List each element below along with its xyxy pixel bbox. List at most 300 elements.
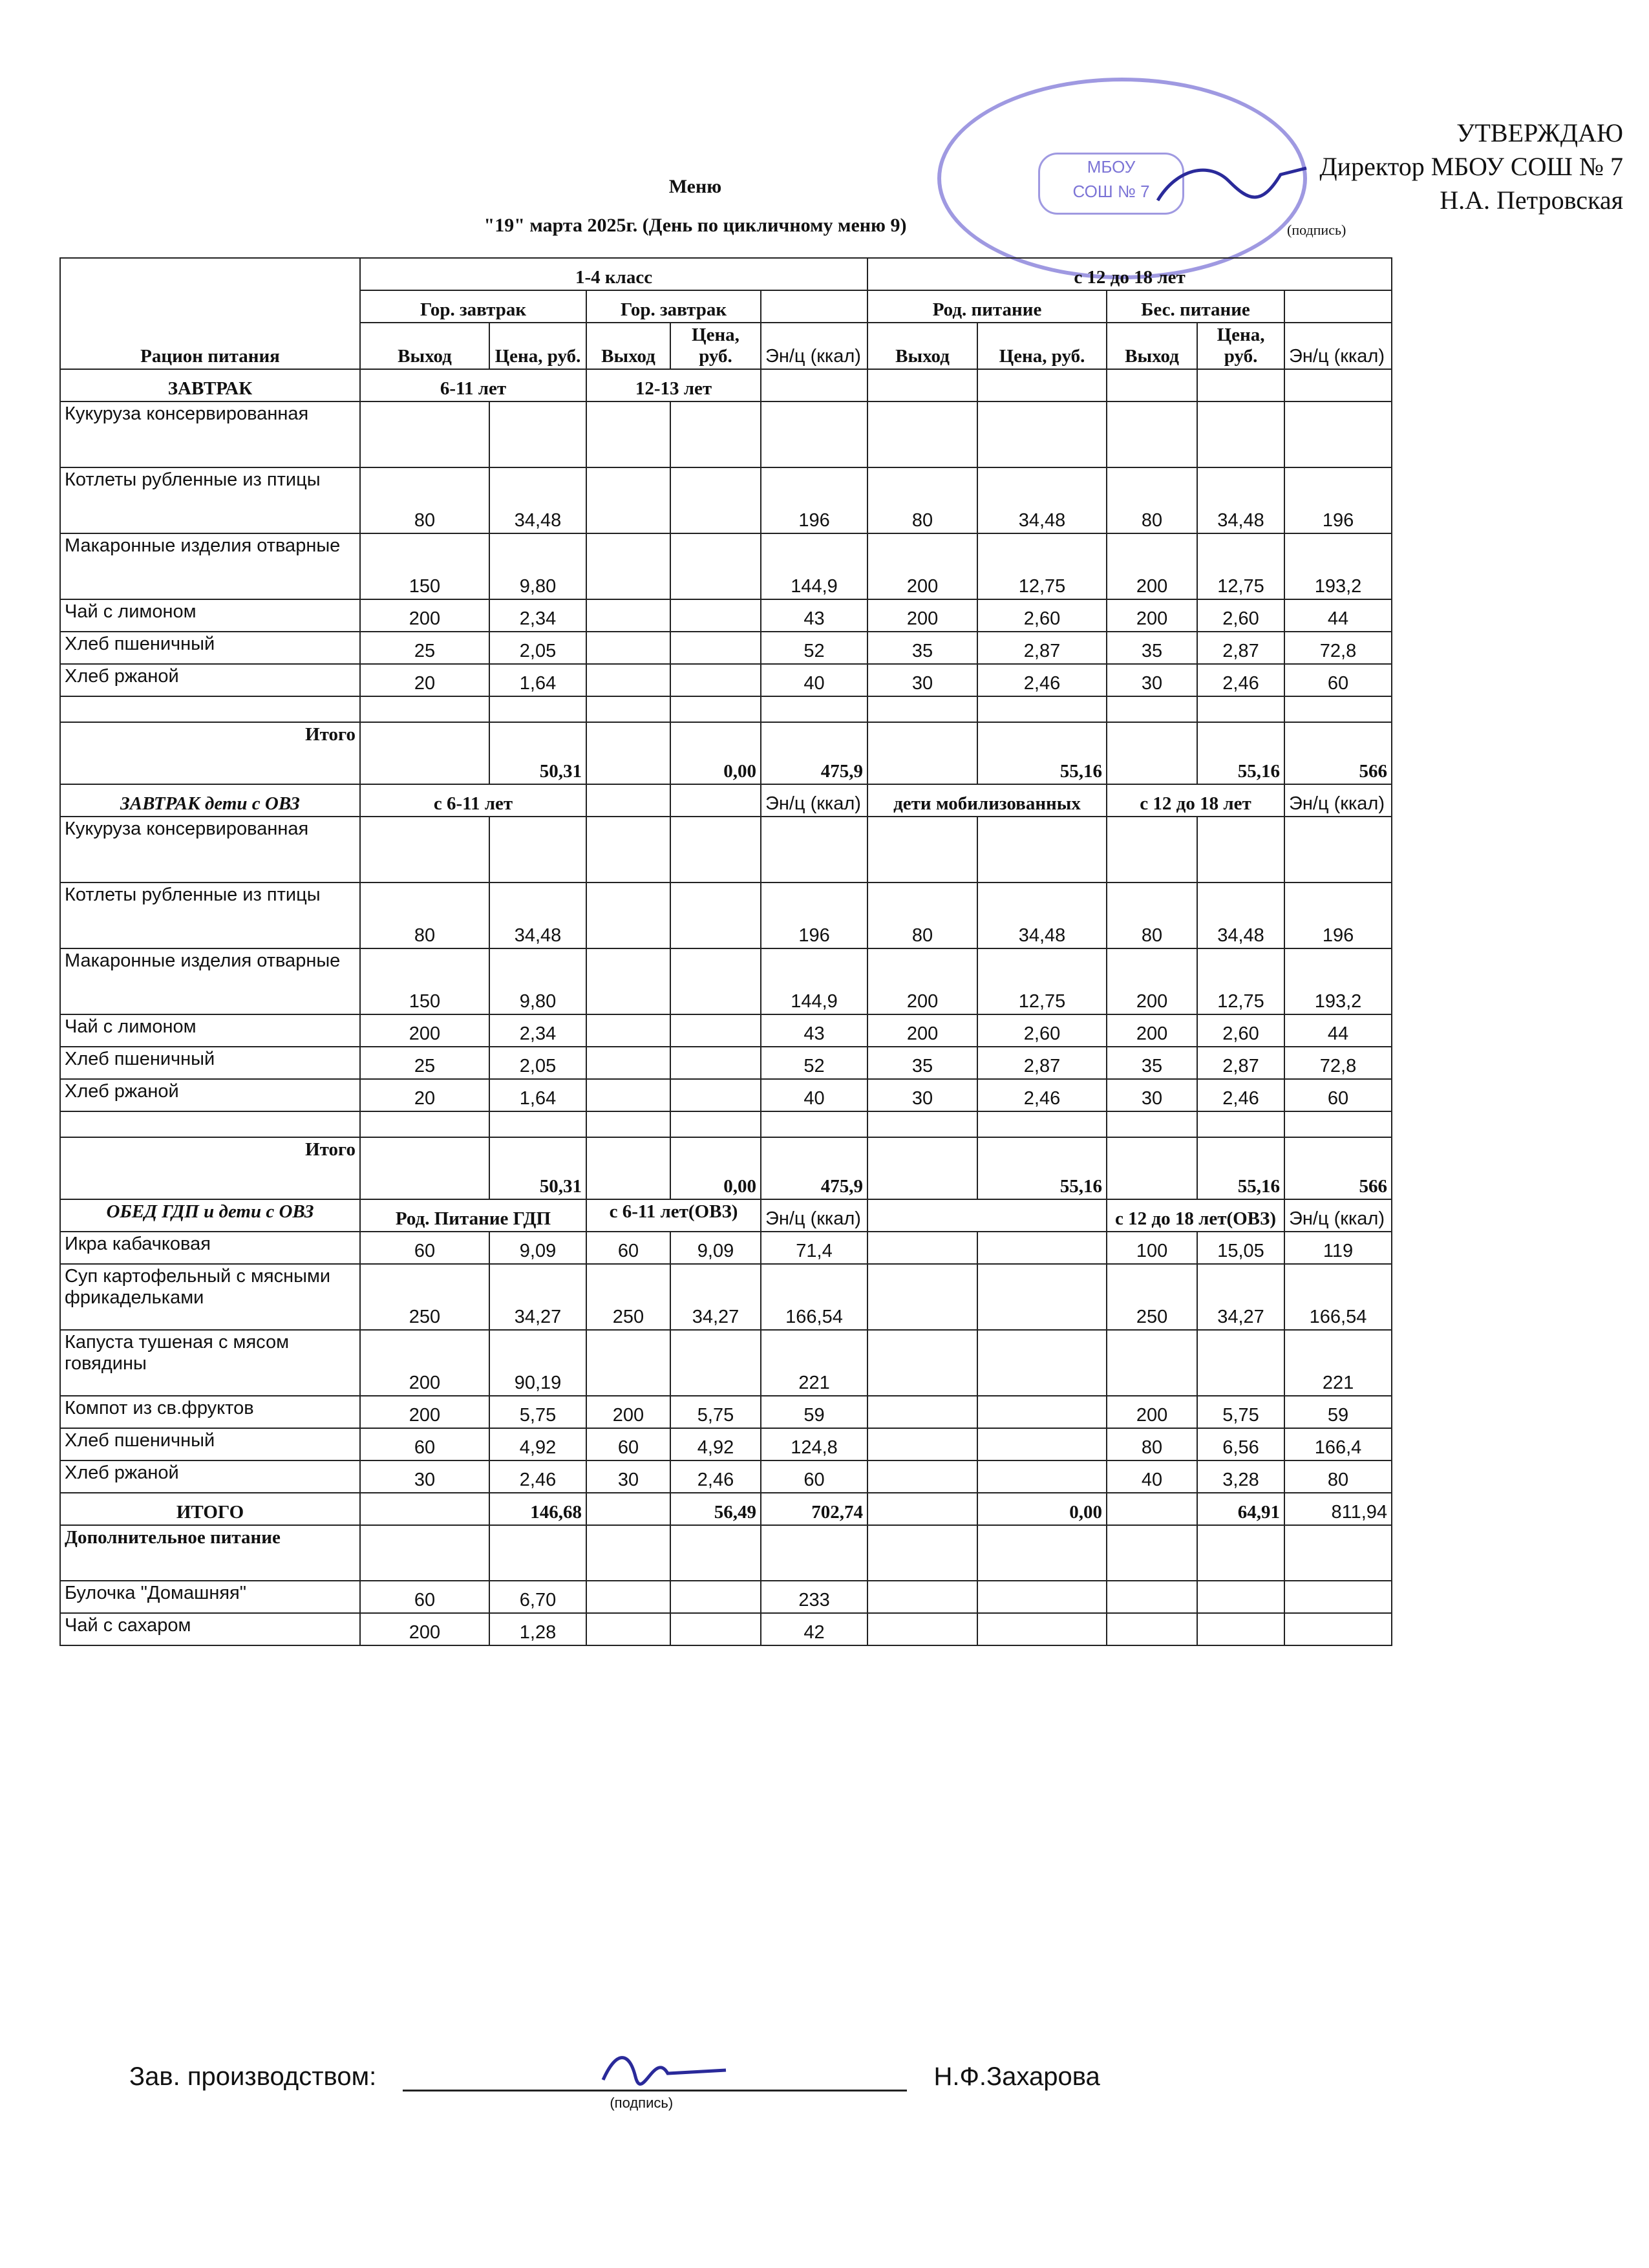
dish-name: Икра кабачковая: [60, 1232, 360, 1264]
dish-value: [586, 1047, 670, 1079]
menu-row: [60, 632, 1392, 664]
dish-value: [586, 883, 670, 948]
menu-row: [60, 1330, 1392, 1396]
age-label: с 12 до 18 лет(ОВЗ): [1107, 1199, 1284, 1232]
dish-value: [670, 533, 761, 599]
dish-name: Кукуруза консервированная: [60, 401, 360, 467]
dish-value: [586, 533, 670, 599]
total-value: 50,31: [489, 1137, 586, 1199]
breakfast-ovz-rows: [60, 817, 1392, 1137]
menu-row: [60, 1428, 1392, 1460]
total-value: 146,68: [489, 1493, 586, 1525]
class-1-4-header: 1-4 класс: [360, 258, 867, 290]
dish-value: [867, 1460, 977, 1493]
dish-value: 2,87: [1197, 632, 1284, 664]
dish-value: 4,92: [670, 1428, 761, 1460]
dish-value: [586, 664, 670, 696]
dish-name: Хлеб ржаной: [60, 1079, 360, 1111]
energy-header: Эн/ц (ккал): [761, 323, 867, 369]
dish-value: [977, 1613, 1107, 1645]
total-value: 0,00: [977, 1493, 1107, 1525]
dish-value: [1197, 1330, 1284, 1396]
dish-value: [867, 1232, 977, 1264]
dish-value: 2,87: [977, 632, 1107, 664]
age-label: 6-11 лет: [360, 369, 586, 401]
dish-value: 2,05: [489, 632, 586, 664]
dish-value: [670, 948, 761, 1014]
dish-value: 196: [1284, 883, 1392, 948]
total-value: 475,9: [761, 1137, 867, 1199]
dish-value: 60: [586, 1232, 670, 1264]
dish-value: [1197, 817, 1284, 883]
production-signature: [597, 2044, 739, 2090]
dish-value: 196: [761, 467, 867, 533]
menu-row: [60, 1581, 1392, 1613]
dish-value: 30: [867, 664, 977, 696]
dish-value: [977, 817, 1107, 883]
dish-value: 59: [1284, 1396, 1392, 1428]
dish-value: [670, 1613, 761, 1645]
output-header: Выход: [360, 323, 489, 369]
dish-value: 34,48: [977, 883, 1107, 948]
dish-value: 200: [360, 1014, 489, 1047]
output-header: Выход: [1107, 323, 1197, 369]
dish-value: 2,46: [1197, 664, 1284, 696]
dish-value: 1,28: [489, 1613, 586, 1645]
total-label: Итого: [60, 722, 360, 784]
dish-value: 40: [761, 1079, 867, 1111]
dish-value: 2,05: [489, 1047, 586, 1079]
dish-value: 34,27: [670, 1264, 761, 1330]
output-header: Выход: [586, 323, 670, 369]
dish-name: Котлеты рубленные из птицы: [60, 467, 360, 533]
dish-value: [586, 632, 670, 664]
dish-value: [586, 1581, 670, 1613]
dish-value: 9,80: [489, 533, 586, 599]
menu-row: [60, 817, 1392, 883]
dish-name: Макаронные изделия отварные: [60, 533, 360, 599]
dish-value: 9,80: [489, 948, 586, 1014]
age-12-18-header: с 12 до 18 лет: [867, 258, 1392, 290]
dish-value: 60: [360, 1581, 489, 1613]
dish-value: 90,19: [489, 1330, 586, 1396]
energy-header: Эн/ц (ккал): [761, 784, 867, 817]
dish-value: [977, 1264, 1107, 1330]
price-header: Цена, руб.: [977, 323, 1107, 369]
dish-value: 12,75: [1197, 948, 1284, 1014]
dish-value: 200: [1107, 948, 1197, 1014]
dish-value: 2,60: [1197, 599, 1284, 632]
dish-value: 144,9: [761, 948, 867, 1014]
dish-value: 2,87: [1197, 1047, 1284, 1079]
dish-name: Суп картофельный с мясными фрикадельками: [60, 1264, 360, 1330]
dish-value: 34,27: [1197, 1264, 1284, 1330]
dish-value: 6,70: [489, 1581, 586, 1613]
dish-value: [977, 1396, 1107, 1428]
dish-value: 34,48: [489, 883, 586, 948]
dish-value: [586, 1613, 670, 1645]
dish-value: [1107, 1613, 1197, 1645]
dish-value: [586, 817, 670, 883]
dish-value: [586, 401, 670, 467]
dish-value: [489, 817, 586, 883]
director-signature-caption: (подпись): [1287, 222, 1346, 238]
total-value: 0,00: [670, 1137, 761, 1199]
dish-value: [489, 401, 586, 467]
dish-value: [1284, 401, 1392, 467]
age-label: с 6-11 лет: [360, 784, 586, 817]
dish-value: 166,4: [1284, 1428, 1392, 1460]
total-value: 50,31: [489, 722, 586, 784]
dish-value: 72,8: [1284, 632, 1392, 664]
dish-value: 2,60: [977, 599, 1107, 632]
dish-name: Хлеб пшеничный: [60, 1047, 360, 1079]
age-label: с 6-11 лет(ОВЗ): [586, 1199, 761, 1232]
dish-value: 44: [1284, 599, 1392, 632]
dish-value: 200: [1107, 533, 1197, 599]
dish-value: 2,34: [489, 599, 586, 632]
dish-value: 60: [586, 1428, 670, 1460]
dish-value: [360, 817, 489, 883]
dish-value: [1197, 401, 1284, 467]
dish-value: 200: [1107, 1014, 1197, 1047]
breakfast-rows: [60, 401, 1392, 722]
dish-value: [670, 632, 761, 664]
section-title: ОБЕД ГДП и дети с ОВЗ: [60, 1199, 360, 1232]
dish-name: Хлеб пшеничный: [60, 1428, 360, 1460]
menu-row: [60, 1396, 1392, 1428]
energy-header: Эн/ц (ккал): [1284, 323, 1392, 369]
spacer-row: [60, 696, 1392, 722]
dish-value: 2,46: [1197, 1079, 1284, 1111]
dish-value: 34,48: [1197, 467, 1284, 533]
signature-caption: (подпись): [610, 2095, 674, 2111]
extra-section: [60, 1525, 1392, 1581]
dish-value: 2,87: [977, 1047, 1107, 1079]
menu-row: [60, 1613, 1392, 1645]
dish-value: [977, 1581, 1107, 1613]
footer: [129, 2062, 1100, 2111]
spacer-row: [60, 1111, 1392, 1137]
dish-value: 221: [1284, 1330, 1392, 1396]
dish-value: 25: [360, 632, 489, 664]
dish-value: 40: [761, 664, 867, 696]
director-name: Н.А. Петровская: [1440, 186, 1623, 215]
dish-value: 25: [360, 1047, 489, 1079]
dish-value: 80: [1107, 883, 1197, 948]
dish-value: [586, 1079, 670, 1111]
menu-row: [60, 883, 1392, 948]
dish-value: 196: [1284, 467, 1392, 533]
dish-value: [867, 1428, 977, 1460]
dish-value: [977, 1428, 1107, 1460]
breakfast-ovz-section: [60, 784, 1392, 817]
dish-name: Макаронные изделия отварные: [60, 948, 360, 1014]
dish-value: 250: [586, 1264, 670, 1330]
dish-name: Хлеб ржаной: [60, 664, 360, 696]
dish-name: Хлеб пшеничный: [60, 632, 360, 664]
dish-value: [867, 1396, 977, 1428]
dish-value: 35: [1107, 632, 1197, 664]
dish-value: 233: [761, 1581, 867, 1613]
dish-value: 43: [761, 599, 867, 632]
dish-value: 80: [1284, 1460, 1392, 1493]
menu-row: [60, 467, 1392, 533]
dish-value: [867, 1613, 977, 1645]
paid-meal-header: Род. питание: [867, 290, 1107, 323]
output-header: Выход: [867, 323, 977, 369]
dish-value: [867, 1264, 977, 1330]
dish-value: [977, 401, 1107, 467]
dish-value: 60: [761, 1460, 867, 1493]
dish-value: 35: [867, 1047, 977, 1079]
dish-value: [761, 817, 867, 883]
hot-breakfast-header-2: Гор. завтрак: [586, 290, 761, 323]
menu-header: [60, 258, 1392, 369]
dish-value: 200: [867, 948, 977, 1014]
dish-value: 52: [761, 632, 867, 664]
dish-value: [867, 1330, 977, 1396]
dish-value: 100: [1107, 1232, 1197, 1264]
dish-value: [1107, 1330, 1197, 1396]
dish-value: [670, 1581, 761, 1613]
menu-row: [60, 1460, 1392, 1493]
breakfast-ovz-total: [60, 1137, 1392, 1199]
dish-name: Компот из св.фруктов: [60, 1396, 360, 1428]
dish-value: 200: [360, 1396, 489, 1428]
dish-value: 80: [867, 883, 977, 948]
dish-value: 119: [1284, 1232, 1392, 1264]
menu-row: [60, 401, 1392, 467]
dish-value: 30: [1107, 664, 1197, 696]
dish-value: 80: [360, 467, 489, 533]
dish-value: [670, 1014, 761, 1047]
dish-value: 1,64: [489, 1079, 586, 1111]
dish-name: Чай с сахаром: [60, 1613, 360, 1645]
dish-name: Булочка "Домашняя": [60, 1581, 360, 1613]
dish-value: 34,48: [489, 467, 586, 533]
dish-value: [1284, 817, 1392, 883]
dish-value: [670, 1330, 761, 1396]
dish-value: 5,75: [670, 1396, 761, 1428]
dish-value: [360, 401, 489, 467]
dish-value: [586, 467, 670, 533]
total-label: Итого: [60, 1137, 360, 1199]
dish-value: 200: [360, 1330, 489, 1396]
menu-row: [60, 1079, 1392, 1111]
dish-value: 9,09: [670, 1232, 761, 1264]
dish-value: 200: [867, 533, 977, 599]
dish-value: 30: [867, 1079, 977, 1111]
breakfast-total: [60, 722, 1392, 784]
total-value: 0,00: [670, 722, 761, 784]
dish-value: [1197, 1581, 1284, 1613]
price-header: Цена, руб.: [489, 323, 586, 369]
lunch-rows: [60, 1232, 1392, 1493]
dish-value: [761, 401, 867, 467]
dish-value: 3,28: [1197, 1460, 1284, 1493]
total-value: 566: [1284, 1137, 1392, 1199]
dish-value: [1107, 817, 1197, 883]
dish-value: 20: [360, 1079, 489, 1111]
dish-name: Капуста тушеная с мясом говядины: [60, 1330, 360, 1396]
dish-value: 34,48: [977, 467, 1107, 533]
menu-row: [60, 1047, 1392, 1079]
dish-name: Котлеты рубленные из птицы: [60, 883, 360, 948]
energy-header: Эн/ц (ккал): [1284, 784, 1392, 817]
dish-name: Чай с лимоном: [60, 1014, 360, 1047]
dish-value: 4,92: [489, 1428, 586, 1460]
dish-value: 2,60: [1197, 1014, 1284, 1047]
dish-value: 6,56: [1197, 1428, 1284, 1460]
menu-row: [60, 948, 1392, 1014]
total-value: 64,91: [1197, 1493, 1284, 1525]
dish-value: [670, 664, 761, 696]
dish-value: 5,75: [489, 1396, 586, 1428]
dish-value: 150: [360, 948, 489, 1014]
dish-value: 200: [867, 599, 977, 632]
dish-value: 20: [360, 664, 489, 696]
dish-value: 42: [761, 1613, 867, 1645]
total-value: 475,9: [761, 722, 867, 784]
dish-name: Хлеб ржаной: [60, 1460, 360, 1493]
menu-row: [60, 533, 1392, 599]
dish-value: [670, 467, 761, 533]
dish-value: [586, 599, 670, 632]
total-value: 55,16: [1197, 1137, 1284, 1199]
stamp-line-1: МБОУ: [1087, 157, 1136, 177]
dish-value: 60: [360, 1428, 489, 1460]
menu-row: [60, 599, 1392, 632]
dish-value: 2,46: [489, 1460, 586, 1493]
dish-value: 2,34: [489, 1014, 586, 1047]
page-title: Меню: [668, 176, 722, 197]
dish-value: [670, 401, 761, 467]
section-title: ЗАВТРАК дети с ОВЗ: [60, 784, 360, 817]
dish-value: 12,75: [977, 533, 1107, 599]
menu-row: [60, 1264, 1392, 1330]
dish-value: 221: [761, 1330, 867, 1396]
dish-value: [1107, 1581, 1197, 1613]
dish-value: 60: [1284, 664, 1392, 696]
dish-value: 60: [360, 1232, 489, 1264]
hot-breakfast-header-1: Гор. завтрак: [360, 290, 586, 323]
dish-value: 52: [761, 1047, 867, 1079]
dish-value: 72,8: [1284, 1047, 1392, 1079]
dish-value: 30: [1107, 1079, 1197, 1111]
energy-header: Эн/ц (ккал): [1284, 1199, 1392, 1232]
dish-value: [670, 1047, 761, 1079]
footer-name: Н.Ф.Захарова: [933, 2062, 1100, 2091]
dish-value: [586, 1330, 670, 1396]
lunch-total: [60, 1493, 1392, 1525]
dish-value: 144,9: [761, 533, 867, 599]
approval-block: [1093, 116, 1623, 238]
dish-name: Чай с лимоном: [60, 599, 360, 632]
ration-header: Рацион питания: [60, 258, 360, 369]
dish-value: 35: [1107, 1047, 1197, 1079]
dish-value: 9,09: [489, 1232, 586, 1264]
dish-value: [977, 1460, 1107, 1493]
dish-value: 166,54: [1284, 1264, 1392, 1330]
paid-gdp-header: Род. Питание ГДП: [360, 1199, 586, 1232]
dish-value: 30: [360, 1460, 489, 1493]
dish-value: 200: [867, 1014, 977, 1047]
age-label: с 12 до 18 лет: [1107, 784, 1284, 817]
footer-label: Зав. производством:: [129, 2062, 377, 2091]
total-value: 811,94: [1284, 1493, 1392, 1525]
dish-value: 1,64: [489, 664, 586, 696]
total-value: 702,74: [761, 1493, 867, 1525]
dish-value: [670, 883, 761, 948]
dish-value: 40: [1107, 1460, 1197, 1493]
dish-value: 200: [586, 1396, 670, 1428]
extra-rows: [60, 1581, 1392, 1645]
dish-value: [1284, 1613, 1392, 1645]
menu-table: [59, 257, 1392, 1646]
dish-value: 2,46: [670, 1460, 761, 1493]
dish-value: 34,27: [489, 1264, 586, 1330]
dish-value: 12,75: [977, 948, 1107, 1014]
menu-row: [60, 664, 1392, 696]
dish-value: 80: [360, 883, 489, 948]
total-label: ИТОГО: [60, 1493, 360, 1525]
dish-value: 2,46: [977, 1079, 1107, 1111]
total-value: 566: [1284, 722, 1392, 784]
dish-value: 124,8: [761, 1428, 867, 1460]
dish-value: [1284, 1581, 1392, 1613]
total-value: 56,49: [670, 1493, 761, 1525]
dish-value: 200: [1107, 599, 1197, 632]
dish-value: 250: [1107, 1264, 1197, 1330]
dish-value: 44: [1284, 1014, 1392, 1047]
menu-row: [60, 1232, 1392, 1264]
section-title: ЗАВТРАК: [60, 369, 360, 401]
dish-value: 2,60: [977, 1014, 1107, 1047]
approve-label: УТВЕРЖДАЮ: [1456, 118, 1623, 147]
dish-value: [977, 1330, 1107, 1396]
age-label: 12-13 лет: [586, 369, 761, 401]
lunch-section: [60, 1199, 1392, 1232]
dish-value: 2,46: [977, 664, 1107, 696]
menu-row: [60, 1014, 1392, 1047]
dish-value: 43: [761, 1014, 867, 1047]
total-value: 55,16: [1197, 722, 1284, 784]
dish-name: Кукуруза консервированная: [60, 817, 360, 883]
dish-value: 200: [1107, 1396, 1197, 1428]
dish-value: 200: [360, 599, 489, 632]
page-subtitle: "19" марта 2025г. (День по цикличному меню 9): [484, 215, 907, 236]
breakfast-section: [60, 369, 1392, 401]
energy-header: Эн/ц (ккал): [761, 1199, 867, 1232]
dish-value: [977, 1232, 1107, 1264]
dish-value: [670, 1079, 761, 1111]
dish-value: 80: [1107, 467, 1197, 533]
director-title: Директор МБОУ СОШ № 7: [1319, 152, 1623, 181]
dish-value: 200: [360, 1613, 489, 1645]
dish-value: 5,75: [1197, 1396, 1284, 1428]
dish-value: [1107, 401, 1197, 467]
dish-value: 30: [586, 1460, 670, 1493]
dish-value: [586, 948, 670, 1014]
dish-value: 193,2: [1284, 948, 1392, 1014]
dish-value: 250: [360, 1264, 489, 1330]
dish-value: [670, 599, 761, 632]
dish-value: 80: [1107, 1428, 1197, 1460]
dish-value: [867, 817, 977, 883]
dish-value: 35: [867, 632, 977, 664]
dish-value: [867, 401, 977, 467]
